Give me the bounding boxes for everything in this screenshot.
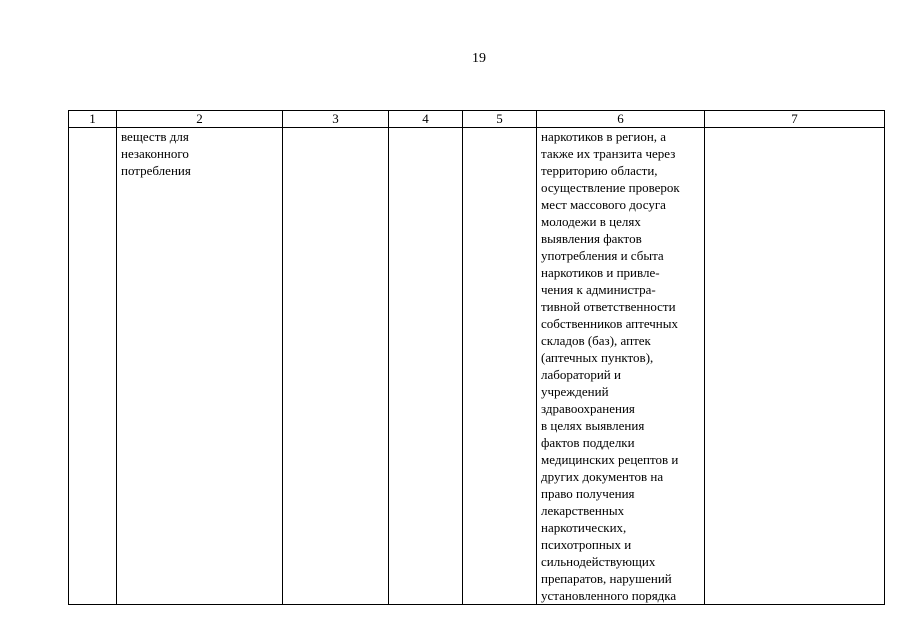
column-header-4: 4: [389, 111, 463, 128]
text-line: здравоохранения: [541, 401, 635, 416]
text-line: употребления и сбыта: [541, 248, 664, 263]
cell-col-2: [117, 128, 283, 605]
text-line: складов (баз), аптек: [541, 333, 651, 348]
cell-col-7: [705, 128, 885, 605]
text-line: (аптечных пунктов),: [541, 350, 654, 365]
cell-col-5: [463, 128, 537, 605]
text-line: фактов подделки: [541, 435, 635, 450]
text-line: потребления: [121, 163, 191, 178]
text-line: лекарственных: [541, 503, 625, 518]
text-line: лабораторий и: [541, 367, 621, 382]
column-header-6: 6: [537, 111, 705, 128]
table-row: [69, 128, 885, 605]
col6-text: [541, 128, 700, 604]
text-line: незаконного: [121, 146, 189, 161]
cell-col-4: [389, 128, 463, 605]
text-line: право получения: [541, 486, 635, 501]
text-line: в целях выявления: [541, 418, 645, 433]
text-line: территорию области,: [541, 163, 658, 178]
text-line: молодежи в целях: [541, 214, 641, 229]
text-line: препаратов, нарушений: [541, 571, 672, 586]
text-line: сильнодействующих: [541, 554, 656, 569]
column-header-5: 5: [463, 111, 537, 128]
text-line: других документов на: [541, 469, 664, 484]
column-header-3: 3: [283, 111, 389, 128]
text-line: учреждений: [541, 384, 609, 399]
cell-col-1: [69, 128, 117, 605]
text-line: веществ для: [121, 129, 189, 144]
text-line: также их транзита через: [541, 146, 676, 161]
cell-col-6: [537, 128, 705, 605]
text-line: мест массового досуга: [541, 197, 666, 212]
column-header-2: 2: [117, 111, 283, 128]
text-line: психотропных и: [541, 537, 632, 552]
col2-text: [121, 128, 278, 179]
text-line: осуществление проверок: [541, 180, 680, 195]
text-line: наркотиков и привле-: [541, 265, 660, 280]
cell-col-3: [283, 128, 389, 605]
text-line: собственников аптечных: [541, 316, 678, 331]
text-line: чения к администра-: [541, 282, 656, 297]
page-number: 19: [472, 51, 486, 66]
text-line: наркотических,: [541, 520, 627, 535]
text-line: медицинских рецептов и: [541, 452, 679, 467]
text-line: выявления фактов: [541, 231, 642, 246]
text-line: наркотиков в регион, а: [541, 129, 667, 144]
text-line: тивной ответственности: [541, 299, 676, 314]
column-header-7: 7: [705, 111, 885, 128]
text-line: установленного порядка: [541, 588, 677, 603]
column-number-row: [69, 111, 885, 128]
column-header-1: 1: [69, 111, 117, 128]
document-table: [68, 110, 885, 605]
